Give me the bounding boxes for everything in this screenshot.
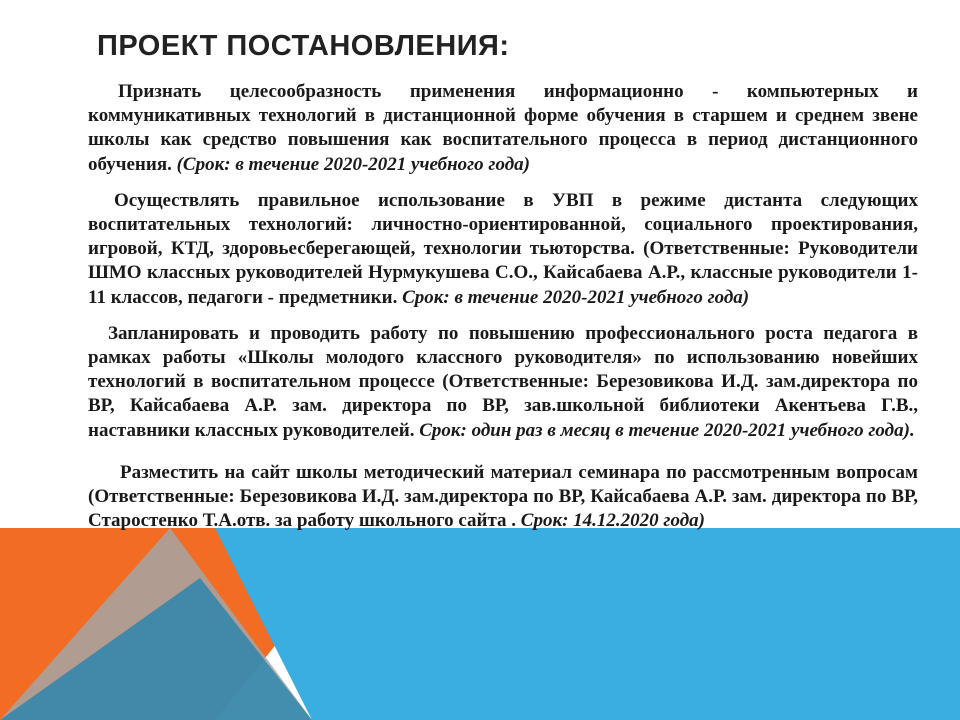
slide-body bbox=[88, 80, 918, 545]
paragraph-2 bbox=[88, 189, 918, 310]
paragraph-3-term: Срок: один раз в месяц в течение 2020-2021 учебного года). bbox=[419, 419, 915, 441]
paragraph-4 bbox=[88, 461, 918, 534]
slide-title: ПРОЕКТ ПОСТАНОВЛЕНИЯ: bbox=[97, 30, 510, 62]
blue-band bbox=[215, 528, 960, 720]
paragraph-4-term: Срок: 14.12.2020 года) bbox=[520, 510, 705, 532]
paragraph-1 bbox=[88, 80, 918, 177]
paragraph-1-term: (Срок: в течение 2020-2021 учебного года) bbox=[176, 153, 530, 175]
paragraph-1-text: Признать целесообразность применения информационно - компьютерных и коммуникативных технологий в дистанционной форме обучения в старшем и среднем звене школы как средство повышения как воспитательного процесса в период дистанционного обучения. bbox=[88, 81, 918, 175]
paragraph-3 bbox=[88, 322, 918, 443]
paragraph-2-term: Срок: в течение 2020-2021 учебного года) bbox=[402, 286, 750, 308]
paragraph-2-text: Осуществлять правильное использование в УВП в режиме дистанта следующих воспитательных технологий: личностно-ориентированной, социального проектирования, игровой, КТД, здоровьесберегающей, технологии тьюторства. (Ответственные: Руководители ШМО классных руководителей Нурмукушева С.О., Кайсабаева А.Р., классные руководители 1-11 классов, педагоги - предметники. bbox=[88, 189, 918, 308]
paragraph-4-text: Разместить на сайт школы методический материал семинара по рассмотренным вопросам (Ответственные: Березовикова И.Д. зам.директора по ВР, Кайсабаева А.Р. зам. директора по ВР, Старостенко Т.А.отв. за работу школьного сайта . bbox=[88, 461, 918, 532]
paragraph-3-text: Запланировать и проводить работу по повышению профессионального роста педагога в рамках работы «Школы молодого классного руководителя» по использованию новейших технологий в воспитательном процессе (Ответственные: Березовикова И.Д. зам.директора по ВР, Кайсабаева А.Р. зам. директора по ВР, зав.школьной библиотеки Акентьева Г.В., наставники классных руководителей. bbox=[88, 322, 918, 441]
